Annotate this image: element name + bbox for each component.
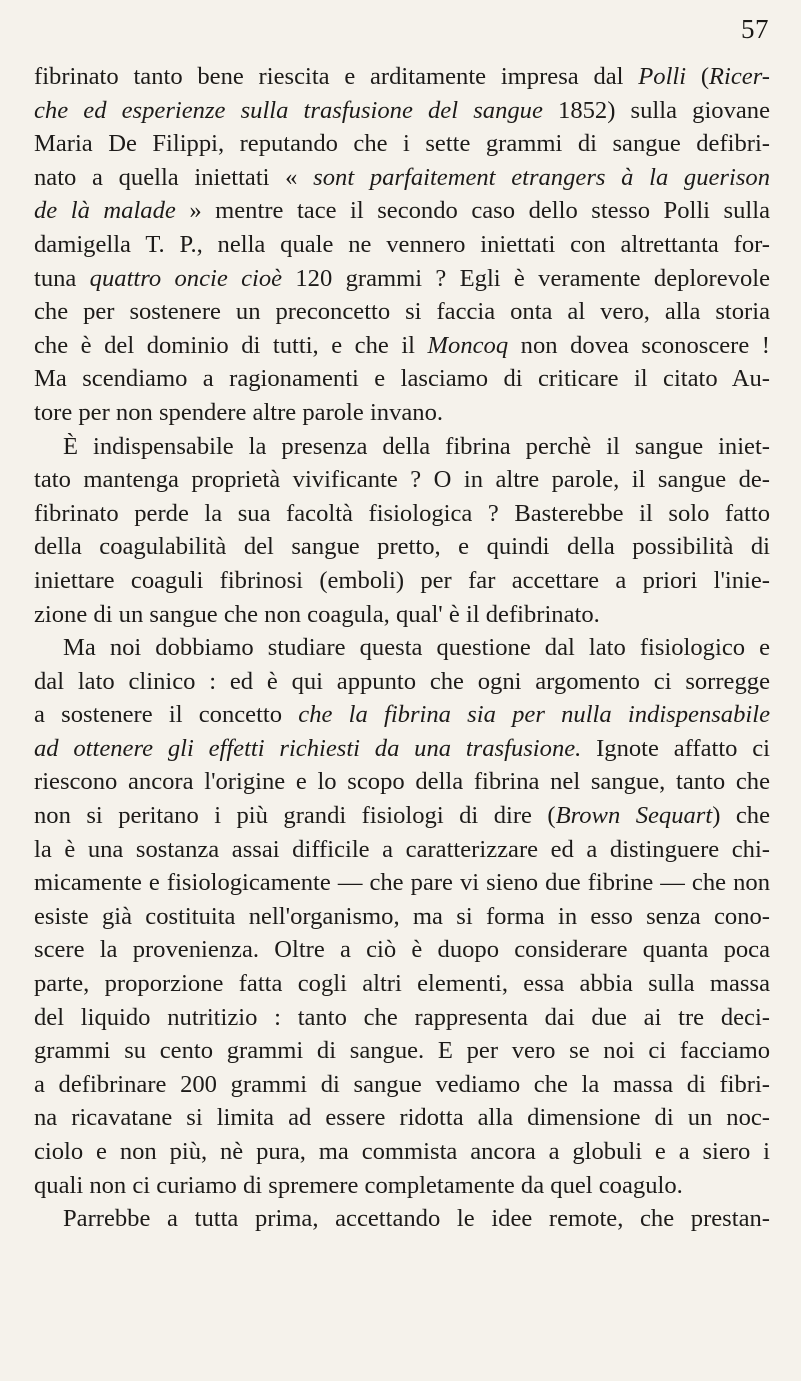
italic-text: de là malade [34, 197, 176, 225]
text-line [34, 530, 770, 564]
text-segment: a defibrinare 200 grammi di sangue vediamo che la massa di fibri- [34, 1070, 770, 1098]
text-line [34, 799, 770, 833]
text-line [34, 430, 770, 464]
text-segment: quali non ci curiamo di spremere completamente da quel coagulo. [34, 1171, 683, 1199]
text-segment: damigella T. P., nella quale ne vennero iniettati con altrettanta for- [34, 230, 770, 258]
text-line [34, 1202, 770, 1236]
text-line [34, 1034, 770, 1068]
text-line [34, 1169, 770, 1203]
text-segment: della coagulabilità del sangue pretto, e quindi della possibilità di [34, 533, 770, 561]
text-segment: zione di un sangue che non coagula, qual' è il defibrinato. [34, 600, 600, 628]
text-line [34, 765, 770, 799]
text-segment: a sostenere il concetto [34, 701, 299, 729]
text-line [34, 262, 770, 296]
body-text [34, 60, 770, 1236]
text-line [34, 933, 770, 967]
italic-text: che ed esperienze sulla trasfusione del sangue [34, 96, 543, 124]
text-line [34, 60, 770, 94]
italic-text: che la fibrina sia per nulla indispensabile [298, 701, 770, 729]
text-segment: ( [686, 63, 710, 90]
text-line [34, 497, 770, 531]
text-segment: tore per non spendere altre parole invano. [34, 398, 444, 426]
text-segment: che è del dominio di tutti, e che il [34, 331, 428, 359]
text-segment: Maria De Filippi, reputando che i sette grammi di sangue defibri- [34, 130, 770, 158]
italic-text: Polli [638, 63, 687, 90]
text-line [34, 833, 770, 867]
text-segment: 1852) sulla giovane [542, 96, 771, 124]
italic-text: ad ottenere gli effetti richiesti da una trasfusione. [34, 734, 582, 762]
text-line [34, 161, 770, 195]
text-segment: Ma noi dobbiamo studiare questa questione dal lato fisiologico e [63, 634, 770, 662]
text-line [34, 194, 770, 228]
text-segment: nato a quella iniettati « [34, 163, 314, 191]
text-segment: esiste già costituita nell'organismo, ma si forma in esso senza cono- [34, 902, 770, 930]
text-line [34, 127, 770, 161]
text-line [34, 329, 770, 363]
italic-text: sont parfaitement etrangers à la guerison [313, 163, 770, 191]
text-segment: ciolo e non più, nè pura, ma commista ancora a globuli e a siero i [34, 1138, 770, 1165]
text-line [34, 1068, 770, 1102]
text-segment: del liquido nutritizio : tanto che rappresenta dai due ai tre deci- [34, 1003, 770, 1031]
text-segment: che per sostenere un preconcetto si faccia onta al vero, alla storia [34, 298, 770, 326]
text-segment: iniettare coaguli fibrinosi (emboli) per far accettare a priori l'inie- [34, 566, 770, 594]
text-line [34, 362, 770, 396]
text-segment: È indispensabile la presenza della fibrina perchè il sangue iniet- [63, 432, 770, 460]
text-segment: riescono ancora l'origine e lo scopo della fibrina nel sangue, tanto che [34, 768, 770, 796]
page-number: 57 [741, 14, 769, 44]
text-segment: parte, proporzione fatta cogli altri elementi, essa abbia sulla massa [34, 970, 770, 998]
text-segment: Parrebbe a tutta prima, accettando le idee remote, che prestan- [63, 1205, 770, 1233]
text-line [34, 1135, 770, 1169]
text-segment: fibrinato perde la sua facoltà fisiologica ? Basterebbe il solo fatto [34, 499, 770, 527]
text-segment: Ignote affatto ci [581, 734, 770, 762]
text-segment: ) che [712, 802, 770, 830]
text-line [34, 631, 770, 665]
text-line [34, 463, 770, 497]
text-line [34, 866, 770, 900]
text-segment: tato mantenga proprietà vivificante ? O in altre parole, il sangue de- [34, 466, 770, 494]
text-segment: » mentre tace il secondo caso dello stesso Polli sulla [175, 197, 770, 225]
italic-text: Moncoq [427, 331, 509, 359]
text-line [34, 900, 770, 934]
text-line [34, 228, 770, 262]
text-segment: scere la provenienza. Oltre a ciò è duopo considerare quanta poca [34, 936, 770, 964]
text-segment: la è una sostanza assai difficile a caratterizzare ed a distinguere chi- [34, 835, 770, 863]
text-segment: dal lato clinico : ed è qui appunto che ogni argomento ci sorregge [34, 667, 770, 695]
text-line [34, 732, 770, 766]
text-segment: fibrinato tanto bene riescita e arditamente impresa dal [34, 63, 639, 90]
text-segment: tuna [34, 264, 90, 292]
text-line [34, 396, 770, 430]
text-segment: non dovea sconoscere ! [508, 331, 770, 359]
italic-text: Brown Sequart [555, 802, 713, 830]
text-line [34, 295, 770, 329]
italic-text: Ricer- [709, 63, 770, 90]
text-line [34, 665, 770, 699]
text-line [34, 698, 770, 732]
text-segment: na ricavatane si limita ad essere ridotta alla dimensione di un noc- [34, 1104, 770, 1132]
text-line [34, 1101, 770, 1135]
text-segment: micamente e fisiologicamente — che pare vi sieno due fibrine — che non [34, 869, 770, 897]
text-line [34, 564, 770, 598]
text-line [34, 598, 770, 632]
text-segment: grammi su cento grammi di sangue. E per vero se noi ci facciamo [34, 1037, 770, 1065]
text-line [34, 967, 770, 1001]
text-line [34, 94, 770, 128]
text-segment: 120 grammi ? Egli è veramente deplorevole [282, 264, 770, 292]
text-line [34, 1001, 770, 1035]
text-segment: non si peritano i più grandi fisiologi di dire ( [34, 802, 556, 830]
italic-text: quattro oncie cioè [89, 264, 283, 292]
text-segment: Ma scendiamo a ragionamenti e lasciamo di criticare il citato Au- [34, 365, 770, 393]
